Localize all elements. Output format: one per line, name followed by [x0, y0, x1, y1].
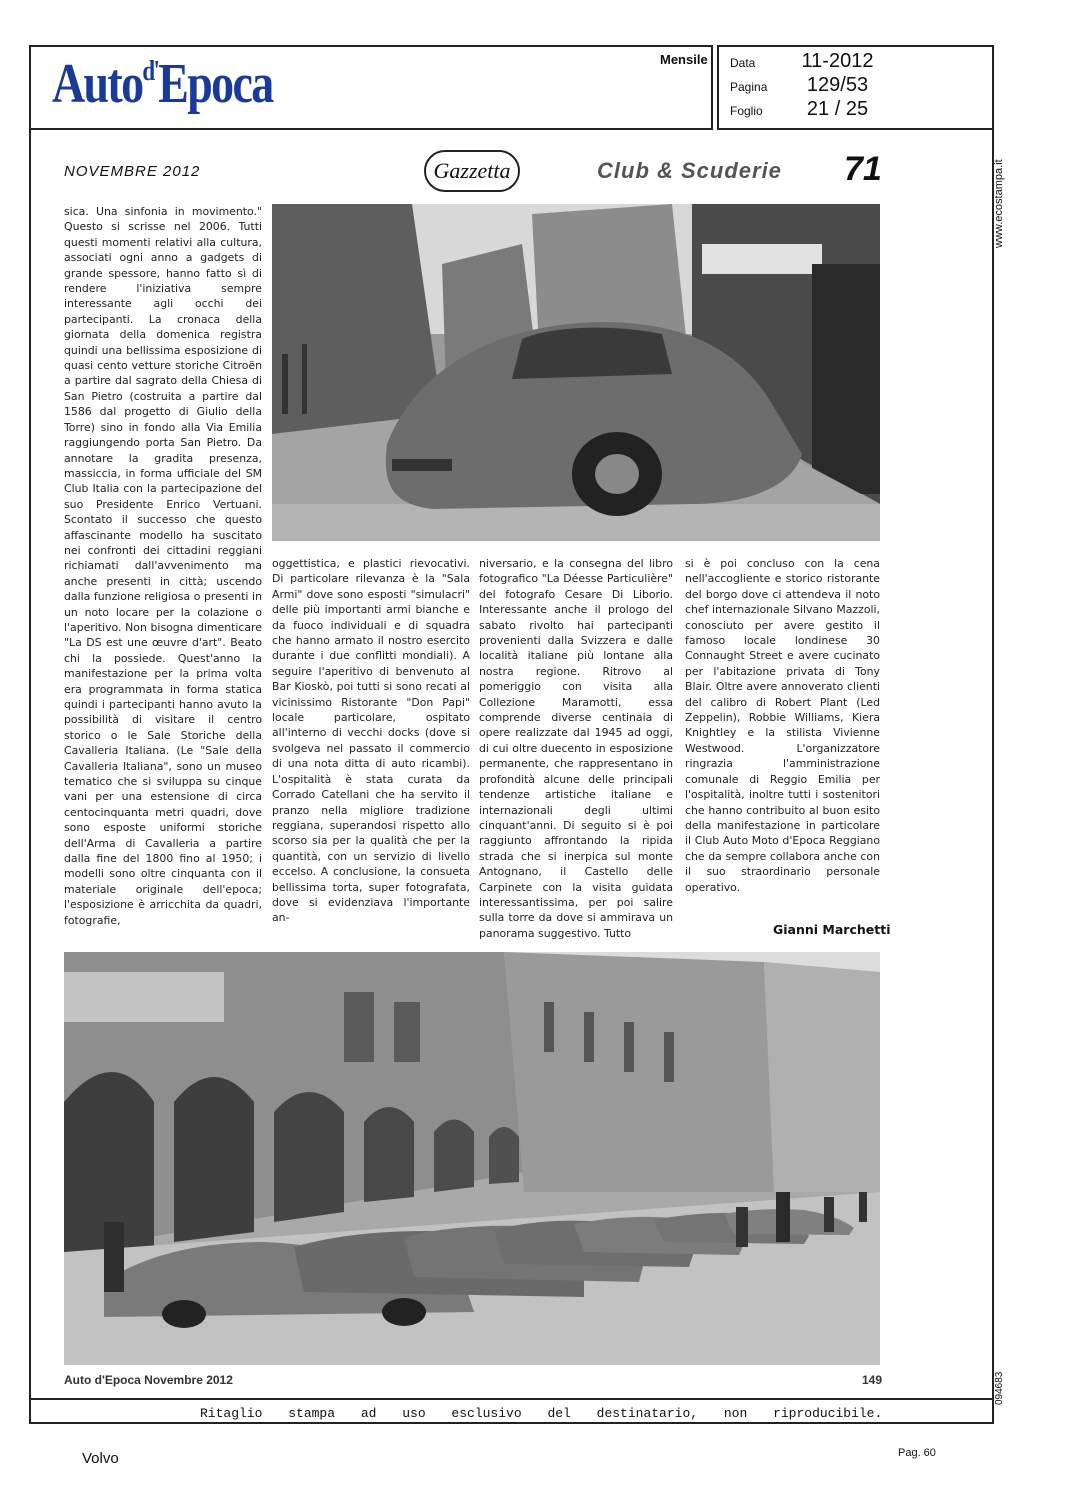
gazzetta-badge: Gazzetta: [424, 150, 520, 192]
clipping-page-number: Pag. 60: [898, 1447, 936, 1459]
side-code: 094683: [994, 1371, 1005, 1405]
meta-date-label: Data: [730, 56, 756, 70]
meta-page-label: Pagina: [730, 80, 768, 94]
side-url: www.ecostampa.it: [993, 159, 1005, 248]
disclaimer: Ritaglio stampa ad uso esclusivo del destinatario, non riproducibile.: [200, 1406, 883, 1421]
disclaimer-rule: [29, 1398, 994, 1400]
meta-sheet-label: Foglio: [730, 104, 763, 118]
article-column-4: si è poi concluso con la cena nell'accogliente e storico ristorante del borgo dove ci attendeva il noto chef internazionale Silvano Mazzoli, conosciuto per avere gestito il famoso locale londinese 30 Connaught Street e avere cucinato per l'abitazione privata di Tony Blair. Oltre avere annoverato clienti del calibro di Robert Plant (Led Zeppelin), Robbie Williams, Kiera Knightley e la stilista Vivienne Westwood. L'organizzatore ringrazia l'amministrazione comunale di Reggio Emilia per l'ospitalità, inoltre tutti i sostenitori che hanno contribuito al buon esito della manifestazione in particolare il Club Auto Moto d'Epoca Reggiano che da sempre collabora anche con il suo straordinario personale operativo.: [685, 557, 880, 894]
client-brand: Volvo: [82, 1450, 119, 1467]
meta-sheet-value: 21 / 25: [806, 98, 869, 120]
section-title: Club & Scuderie: [597, 158, 782, 183]
photo-citroen-ds: [272, 204, 880, 541]
meta-page-value: 129/53: [806, 74, 869, 96]
article-column-1: sica. Una sinfonia in movimento." Questo si scrisse nel 2006. Tutti questi momenti relativi alla cultura, associati ogni anno a gadgets di grande spessore, hanno fatto sì di rendere l'iniziativa sempre interessante agli occhi dei partecipanti. La cronaca della giornata della domenica registra quindi una bellissima esposizione di quasi cento vetture storiche Citroën a partire dal sagrato della Chiesa di San Pietro (costruita a partire dal 1586 dal progetto di Giulio della Torre) sino in fondo alla Via Emilia raggiungendo porta San Pietro. Da annotare la gradita presenza, massiccia, in forma ufficiale del SM Club Italia con la partecipazione del suo Presidente Enrico Vertuani. Scontato il successo che questo affascinante modello ha suscitato nei confronti dei cittadini reggiani richiamati dall'avvenimento ma anche presenti in città; uscendo dalla funzione religiosa o presenti in un noto locare per la colazione o l'aperitivo. Non bisogna dimenticare "La DS est une œuvre d'art". Beato chi la possiede. Quest'anno la manifestazione per la prima volta era programmata in forma statica quindi i partecipanti hanno avuto la possibilità di visitare il centro storico o le Sale Storiche della Cavalleria Italiana. (Le "Sale della Cavalleria Italiana", sono un museo tematico che si sviluppa su cinque vani per una estensione di circa centocinquanta metri quadri, dove sono esposte uniformi storiche dell'Arma di Cavalleria a partire dalla fine del 1800 fino al 1950; i modelli sono oltre cinquanta con il materiale originale dell'epoca; l'esposizione è arricchita da quadri, fotografie,: [64, 205, 262, 927]
article-column-2: oggettistica, e plastici rievocativi. Di particolare rilevanza è la "Sala Armi" dove sono esposti "simulacri" delle più importanti armi bianche e da fuoco individuali e di squadra che hanno armato il nostro esercito durante i due conflitti mondiali). A seguire l'aperitivo di benvenuto al Bar Kioskò, poi tutti si sono recati al vicinissimo Ristorante "Don Papi" locale particolare, ospitato all'interno di vecchi docks (dove si svolgeva nel passato il commercio di una nota ditta di auto ricambi). L'ospitalità è stata curata da Corrado Catellani che ha servito il pranzo nella migliore tradizione reggiana, superandosi rispetto allo scorso sia per la qualità che per la quantità, con un servizio di livello eccelso. A conclusione, la consueta bellissima torta, super fotografata, dove si evidenziava l'importante an-: [272, 557, 470, 925]
article-column-3: niversario, e la consegna del libro fotografico "La Déesse Particulière" del fotografo Cesare Di Liborio. Interessante anche il prologo del sabato rivolto hai partecipanti provenienti dalla Svizzera e dalle località italiane più lontane alla nostra regione. Ritrovo al pomeriggio con visita alla Collezione Maramotti, essa comprende diverse centinaia di opere realizzate dal 1945 ad oggi, di cui oltre duecento in esposizione permanente, che rappresentano in profondità alcune delle principali tendenze artistiche italiane e internazionali degli ultimi cinquant'anni. Di seguito si è poi raggiunto affrontando la ripida strada che si inerpica sul monte Antognano, il Castello delle Carpinete con la visita guidata interessantissima, per poi salire sulla torre da dove si ammirava un panorama suggestivo. Tutto: [479, 557, 673, 940]
meta-date-value: 11-2012: [801, 50, 874, 72]
magazine-logo: Auto$^{d'}$Epoca: [52, 53, 273, 115]
magazine-footer-left: Auto d'Epoca Novembre 2012: [64, 1373, 233, 1387]
article-date: NOVEMBRE 2012: [64, 163, 201, 180]
magazine-footer-page: 149: [862, 1373, 883, 1387]
frequency-label: Mensile: [660, 52, 708, 67]
author-signature: Gianni Marchetti: [773, 922, 891, 937]
article-page-number: 71: [844, 150, 882, 188]
photo-citroen-row: [64, 952, 880, 1365]
